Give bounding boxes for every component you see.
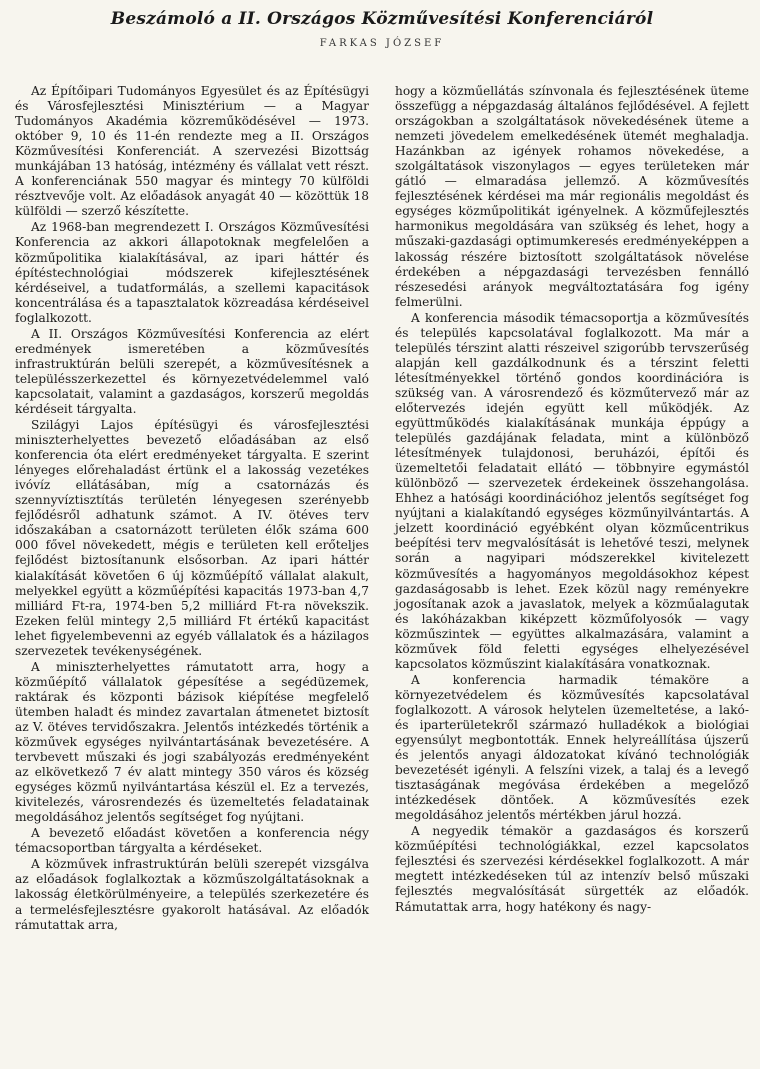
paragraph: A közművek infrastruktúrán belüli szerepét vizsgálva az előadások foglalkoztak a közműszolgáltatásoknak a lakosság életkörülményeire, a település szerkezetére és a termelésfejlesztésre gyakorolt hatásával. Az előadók rámutattak arra,	[15, 857, 369, 932]
paragraph: A miniszterhelyettes rámutatott arra, hogy a közműépítő vállalatok gépesítése a segédüzemek, raktárak és központi bázisok kiépítése megfelelő ütemben haladt és mindez zavartalan átmenetet biztosít az V. ötéves tervidőszakra. Jelentős intézkedés történik a közművek egységes nyilvántartásának bevezetésére. A tervbevett műszaki és jogi szabályozás eredményeként az elkövetkező 7 év alatt mintegy 350 város és község egységes közmű nyilvántartása készül el. Ez a tervezés, kivitelezés, városrendezés és üzemeltetés feladatainak megoldásához jelentős segítséget fog nyújtani.	[15, 659, 369, 825]
paragraph: A konferencia második témacsoportja a közművesítés és település kapcsolatával foglalkozott. Ma már a település térszint alatti részeivel szigorúbb tervszerűség alapján kell gazdálkodnunk és a térszint feletti létesítményekkel történő gondos koordinációra is szükség van. A városrendező és közműtervező már az előtervezés idején együtt kell működjék. Az együttműködés kialakításának munkája éppúgy a település gazdájának feladata, mint a különböző létesítmények tulajdonosi, beruházói, építői és üzemeltetői feladatait ellátó — többnyire egymástól különböző — szervezetek érdekeinek összehangolása. Ehhez a hatósági koordinációhoz jelentős segítséget fog nyújtani a kialakítandó egységes közműnyilvántartás. A jelzett koordináció egyébként olyan közműcentrikus beépítési terv megvalósítását is lehetővé teszi, melynek során a nagyipari módszerekkel kivitelezett közművesítés a hagyományos megoldásokhoz képest gazdaságosabb is lehet. Ezek közül nagy reményekre jogosítanak azok a javaslatok, melyek a közműalagutak és lakóházakban kiképzett közműfolyosók — vagy közműszintek — együttes alkalmazására, valamint a közművek föld feletti egységes elhelyezésével kapcsolatos közműszint kialakítására vonatkoznak.	[395, 310, 749, 671]
paragraph: A II. Országos Közművesítési Konferencia az elért eredmények ismeretében a közművesítés infrastruktúrán belüli szerepét, a közművesítésnek a településszerkezettel és környezetvédelemmel való kapcsolatait, valamint a gazdaságos, korszerű megoldás kérdéseit tárgyalta.	[15, 326, 369, 416]
paragraph: Az Építőipari Tudományos Egyesület és az Építésügyi és Városfejlesztési Minisztérium — a Magyar Tudományos Akadémia közreműködésével — 1973. október 9, 10 és 11-én rendezte meg a II. Országos Közművesítési Konferenciát. A szervezési Bizottság munkájában 13 hatóság, intézmény és vállalat vett részt. A konferenciának 550 magyar és mintegy 70 külföldi résztvevője volt. Az előadások anyagát 40 — közöttük 18 külföldi — szerző készítette.	[15, 84, 369, 219]
article-title: Beszámoló a II. Országos Közművesítési Konferenciáról	[110, 9, 654, 29]
paragraph: A negyedik témakör a gazdaságos és korszerű közműépítési technológiákkal, ezzel kapcsolatos fejlesztési és szervezési kérdésekkel foglalkozott. A már megtett intézkedéseken túl az intenzív belső műszaki fejlesztés megvalósítását sürgették az előadók. Rámutattak arra, hogy hatékony és nagy-	[395, 824, 749, 914]
paragraph: A konferencia harmadik témaköre a környezetvédelem és közművesítés kapcsolatával foglalkozott. A városok helytelen üzemeltetése, a lakó- és iparterületekről származó hulladékok a biológiai egyensúlyt megbontották. Ennek helyreállítása újszerű és jelentős anyagi áldozatokat kívánó technológiák bevezetését igényli. A felszíni vizek, a talaj és a levegő tisztaságának megóvása érdekében a megelőző intézkedések döntőek. A közművesítés ezek megoldásához jelentős mértékben járul hozzá.	[395, 672, 749, 823]
left-column	[15, 84, 369, 933]
article-author: FARKAS JÓZSEF	[319, 38, 445, 49]
right-column	[395, 84, 749, 933]
paragraph: A bevezető előadást követően a konferencia négy témacsoportban tárgyalta a kérdéseket.	[15, 826, 369, 856]
paragraph: Szilágyi Lajos építésügyi és városfejlesztési miniszterhelyettes bevezető előadásában az első konferencia óta elért eredményeket tárgyalta. E szerint lényeges előrehaladást értünk el a lakosság vezetékes ivóvíz ellátásában, míg a csatornázás és szennyvíztisztítás területén lényegesen szerényebb fejlődésről adhatunk számot. A IV. ötéves terv időszakában a csatornázott területen élők száma 600 000 fővel növekedett, mégis e területen kell erőteljes fejlődést biztosítanunk elsősorban. Az ipari háttér kialakítását követően 6 új közműépítő vállalat alakult, melyekkel együtt a közműépítési kapacitás 1973-ban 4,7 milliárd Ft-ra, 1974-ben 5,2 milliárd Ft-ra növekszik. Ezeken felül mintegy 2,5 milliárd Ft értékű kapacitást lehet figyelembevenni az egyéb vállalatok és a házilagos szervezetek tevékenységének.	[15, 418, 369, 658]
paragraph: Az 1968-ban megrendezett I. Országos Közművesítési Konferencia az akkori állapotoknak megfelelően a közműpolitika kialakításával, az ipari háttér és építéstechnológiai módszerek kifejlesztésének kérdéseivel, a tudatformálás, a szellemi kapacitások koncentrálása és a tapasztalatok közreadása kérdéseivel foglalkozott.	[15, 220, 369, 325]
paragraph-continued: hogy a közműellátás színvonala és fejlesztésének üteme összefügg a népgazdaság általános fejlődésével. A fejlett országokban a szolgáltatások növekedésének üteme a nemzeti jövedelem emelkedésének ütemét meghaladja. Hazánkban az igények rohamos növekedése, a szolgáltatások viszonylagos — egyes területeken már gátló — elmaradása jellemző. A közművesítés fejlesztésének kérdései ma már regionális megoldást és egységes közműpolitikát igényelnek. A közműfejlesztés harmonikus megoldására van szükség és lehet, hogy a műszaki-gazdasági optimumkeresés eredményeképpen a lakosság részére biztosított szolgáltatások növelése érdekében a népgazdasági tervezésben fennálló részesedési arányok megváltoztatására fog igény felmerülni.	[395, 84, 749, 309]
article-body	[15, 84, 749, 933]
